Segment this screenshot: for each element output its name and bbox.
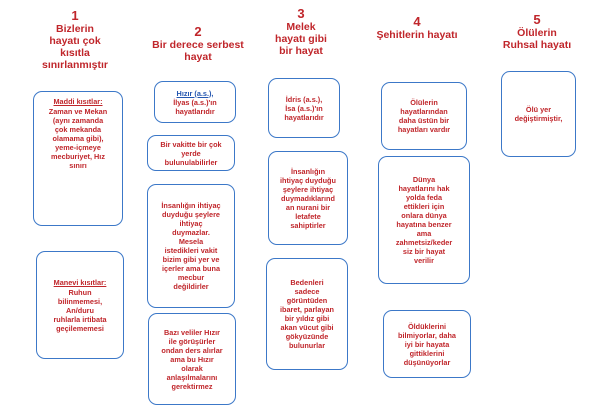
human-needs-text-col2: İnsanlığın ihtiyaç duyduğu şeylere ihtiyaç duymazlar. Mesela istedikleri vakit bizim gibi yer ve içerler ama buna mecbur değildirler [161, 201, 221, 291]
column-2-title: Bir derece serbest hayat [152, 39, 244, 63]
worldly-life-text: Dünya hayatlarını hak yolda feda ettikleri için onlara dünya hayatına benzer ama zahmetsiz/keder siz bir hayat verilir [395, 175, 453, 265]
idris-isa-text: İdris (a.s.), İsa (a.s.)'ın hayatlarıdır [284, 94, 324, 122]
unaware-of-death-box [383, 310, 471, 378]
dead-relocated-box [501, 71, 576, 157]
hizir-ilyas-box [154, 81, 236, 123]
saints-hizir-box [148, 313, 236, 405]
bodies-box [266, 258, 348, 370]
bodies-text: Bedenleri sadece görüntüden ibaret, parlayan bir yıldız gibi akan vücut gibi gökyüzünde bulunurlar [280, 278, 334, 350]
superior-life-text: Ölülerin hayatlarından daha üstün bir hayatları vardır [397, 98, 451, 134]
many-places-text: Bir vakitte bir çok yerde bulunulabilirler [160, 139, 222, 167]
many-places-box [147, 135, 235, 171]
column-5-heading [484, 12, 590, 51]
column-5-title: Ölülerin Ruhsal hayatı [502, 27, 572, 51]
column-3-heading [256, 6, 346, 57]
column-3-title: Melek hayatı gibi bir hayat [275, 21, 327, 57]
human-needs-box-col2 [147, 184, 235, 308]
column-5-number: 5 [533, 12, 541, 27]
column-1-heading [20, 8, 130, 71]
dead-relocated-text: Ölü yer değiştirmiştir, [514, 105, 563, 123]
column-4-heading [362, 14, 472, 41]
column-3-number: 3 [297, 6, 305, 21]
human-needs-box-col3 [268, 151, 348, 245]
column-2-heading [138, 24, 258, 63]
material-constraints-box [33, 91, 123, 226]
column-1-number: 1 [71, 8, 79, 23]
hizir-ilyas-text: İlyas (a.s.)'ın hayatlarıdır [173, 97, 217, 116]
saints-hizir-text: Bazı veliler Hızır ile görüşürler ondan ders alırlar ama bu Hızır olarak anlaşılmalarını gerektirmez [161, 327, 223, 391]
unaware-of-death-text: Öldüklerini bilmiyorlar, daha iyi bir hayata gittiklerini düşünüyorlar [398, 321, 456, 367]
material-constraints-heading: Maddi kısıtlar: [53, 97, 103, 106]
column-1-title: Bizlerin hayatı çok kısıtla sınırlanmıştır [42, 23, 108, 71]
spiritual-constraints-box [36, 251, 124, 359]
spiritual-constraints-heading: Manevi kısıtlar: [53, 277, 107, 287]
human-needs-text-col3: İnsanlığın ihtiyaç duyduğu şeylere ihtiyaç duymadıklarınd an nurani bir letafete sahiptirler [280, 166, 336, 230]
column-2-number: 2 [194, 24, 202, 39]
material-constraints-text: Zaman ve Mekan (aynı zamanda çok mekanda olamama gibi), yeme-içmeye mecburiyet, Hız sınırı [48, 107, 108, 170]
idris-isa-box [268, 78, 340, 138]
worldly-life-box [378, 156, 470, 284]
spiritual-constraints-text: Ruhun bilinmemesi, An/duru ruhlarla irtibata geçilememesi [53, 287, 107, 333]
superior-life-box [381, 82, 467, 150]
column-4-number: 4 [413, 14, 421, 29]
hizir-link[interactable]: Hızır (a.s.), [176, 88, 214, 98]
column-4-title: Şehitlerin hayatı [376, 29, 458, 41]
